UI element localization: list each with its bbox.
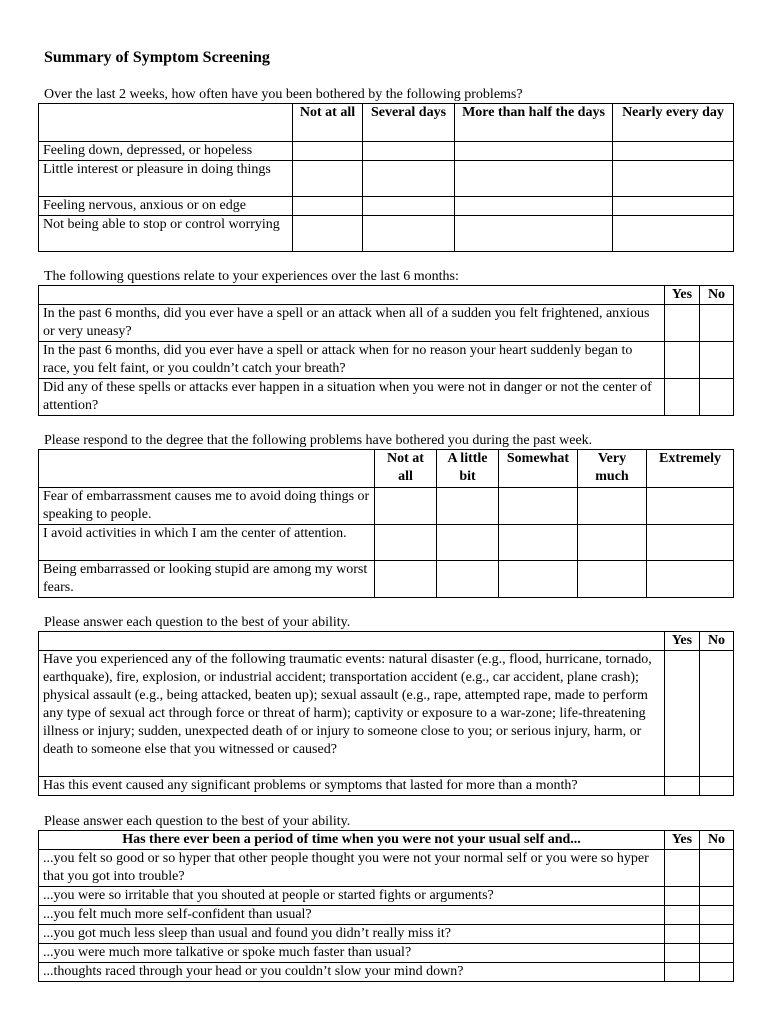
- table-row: [39, 906, 734, 925]
- table-row: [39, 305, 734, 342]
- no-cell[interactable]: [700, 305, 734, 342]
- col-somewhat: Somewhat: [499, 450, 578, 488]
- table-row: [39, 651, 734, 777]
- table-row: [39, 887, 734, 906]
- col-several-days: Several days: [363, 104, 455, 142]
- question-text: ...you were so irritable that you shouted at people or started fights or arguments?: [39, 887, 665, 906]
- answer-cell[interactable]: [613, 142, 734, 161]
- question-text: I avoid activities in which I am the center of attention.: [39, 525, 375, 561]
- table-row: [39, 197, 734, 216]
- section3-header-blank: [39, 450, 375, 488]
- section3-table: [38, 449, 734, 598]
- table-row: [39, 379, 734, 416]
- question-text: ...you felt so good or so hyper that other people thought you were not your normal self or you were so hyper that you got into trouble?: [39, 850, 665, 887]
- col-no: No: [700, 286, 734, 305]
- no-cell[interactable]: [700, 944, 734, 963]
- section1-table: [38, 103, 734, 252]
- question-text: Being embarrassed or looking stupid are among my worst fears.: [39, 561, 375, 598]
- answer-cell[interactable]: [363, 216, 455, 252]
- yes-cell[interactable]: [665, 944, 700, 963]
- section4-header-blank: [39, 632, 665, 651]
- yes-cell[interactable]: [665, 342, 700, 379]
- section2-header-blank: [39, 286, 665, 305]
- question-text: Have you experienced any of the following traumatic events: natural disaster (e.g., flood, hurricane, tornado, earthquake), fire, explosion, or industrial accident; transportation accident (e.g., car accident, plane crash); physical assault (e.g., being attacked, beaten up); sexual assault (e.g., rape, attempted rape, made to perform any type of sexual act through force or threat of harm); captivity or exposure to a war-zone; life-threatening illness or injury; sudden, unexpected death of or injury to someone close to you; or serious injury, harm, or death to someone else that you witnessed or caused?: [39, 651, 665, 777]
- no-cell[interactable]: [700, 906, 734, 925]
- table-row: [39, 963, 734, 982]
- page-title: Summary of Symptom Screening: [44, 49, 270, 66]
- table-row: [39, 944, 734, 963]
- col-more-than-half: More than half the days: [455, 104, 613, 142]
- answer-cell[interactable]: [613, 197, 734, 216]
- no-cell[interactable]: [700, 887, 734, 906]
- answer-cell[interactable]: [293, 197, 363, 216]
- answer-cell[interactable]: [363, 161, 455, 197]
- question-text: ...you were much more talkative or spoke much faster than usual?: [39, 944, 665, 963]
- section1-header-blank: [39, 104, 293, 142]
- answer-cell[interactable]: [647, 525, 734, 561]
- answer-cell[interactable]: [647, 561, 734, 598]
- answer-cell[interactable]: [455, 161, 613, 197]
- answer-cell[interactable]: [375, 561, 437, 598]
- answer-cell[interactable]: [578, 488, 647, 525]
- answer-cell[interactable]: [293, 216, 363, 252]
- col-no: No: [700, 831, 734, 850]
- section3-header-row: [39, 450, 734, 488]
- section2-header-row: [39, 286, 734, 305]
- yes-cell[interactable]: [665, 379, 700, 416]
- col-not-at-all: Not at all: [293, 104, 363, 142]
- answer-cell[interactable]: [293, 142, 363, 161]
- answer-cell[interactable]: [499, 488, 578, 525]
- table-row: [39, 342, 734, 379]
- question-text: ...you felt much more self-confident than usual?: [39, 906, 665, 925]
- yes-cell[interactable]: [665, 925, 700, 944]
- col-extremely: Extremely: [647, 450, 734, 488]
- answer-cell[interactable]: [363, 197, 455, 216]
- no-cell[interactable]: [700, 850, 734, 887]
- section5-header-row: [39, 831, 734, 850]
- section4-intro: Please answer each question to the best of your ability.: [44, 615, 351, 630]
- answer-cell[interactable]: [455, 142, 613, 161]
- col-yes: Yes: [665, 831, 700, 850]
- answer-cell[interactable]: [613, 161, 734, 197]
- section1-intro: Over the last 2 weeks, how often have you been bothered by the following problems?: [44, 87, 523, 102]
- section5-table: [38, 830, 734, 982]
- section2-intro: The following questions relate to your experiences over the last 6 months:: [44, 269, 459, 284]
- table-row: [39, 525, 734, 561]
- section5-header: Has there ever been a period of time when you were not your usual self and...: [39, 831, 665, 850]
- yes-cell[interactable]: [665, 906, 700, 925]
- answer-cell[interactable]: [613, 216, 734, 252]
- answer-cell[interactable]: [437, 561, 499, 598]
- section3-intro: Please respond to the degree that the following problems have bothered you during the past week.: [44, 433, 593, 448]
- question-text: Little interest or pleasure in doing things: [39, 161, 293, 197]
- yes-cell[interactable]: [665, 651, 700, 777]
- col-not-at-all: Not at all: [375, 450, 437, 488]
- answer-cell[interactable]: [578, 561, 647, 598]
- yes-cell[interactable]: [665, 305, 700, 342]
- yes-cell[interactable]: [665, 777, 700, 796]
- answer-cell[interactable]: [375, 488, 437, 525]
- no-cell[interactable]: [700, 651, 734, 777]
- no-cell[interactable]: [700, 777, 734, 796]
- col-very-much: Very much: [578, 450, 647, 488]
- section1-header-row: [39, 104, 734, 142]
- answer-cell[interactable]: [293, 161, 363, 197]
- col-no: No: [700, 632, 734, 651]
- yes-cell[interactable]: [665, 850, 700, 887]
- table-row: [39, 488, 734, 525]
- question-text: Feeling nervous, anxious or on edge: [39, 197, 293, 216]
- no-cell[interactable]: [700, 925, 734, 944]
- table-row: [39, 925, 734, 944]
- no-cell[interactable]: [700, 379, 734, 416]
- table-row: [39, 142, 734, 161]
- answer-cell[interactable]: [363, 142, 455, 161]
- section5-intro: Please answer each question to the best of your ability.: [44, 814, 351, 829]
- table-row: [39, 561, 734, 598]
- col-yes: Yes: [665, 286, 700, 305]
- question-text: ...thoughts raced through your head or you couldn’t slow your mind down?: [39, 963, 665, 982]
- answer-cell[interactable]: [499, 525, 578, 561]
- col-nearly-every-day: Nearly every day: [613, 104, 734, 142]
- yes-cell[interactable]: [665, 963, 700, 982]
- no-cell[interactable]: [700, 342, 734, 379]
- question-text: Fear of embarrassment causes me to avoid doing things or speaking to people.: [39, 488, 375, 525]
- table-row: [39, 850, 734, 887]
- answer-cell[interactable]: [578, 525, 647, 561]
- answer-cell[interactable]: [499, 561, 578, 598]
- answer-cell[interactable]: [375, 525, 437, 561]
- table-row: [39, 216, 734, 252]
- question-text: Has this event caused any significant problems or symptoms that lasted for more than a month?: [39, 777, 665, 796]
- no-cell[interactable]: [700, 963, 734, 982]
- answer-cell[interactable]: [455, 197, 613, 216]
- table-row: [39, 161, 734, 197]
- section4-header-row: [39, 632, 734, 651]
- section2-table: [38, 285, 734, 416]
- question-text: In the past 6 months, did you ever have a spell or attack when for no reason your heart suddenly began to race, you felt faint, or you couldn’t catch your breath?: [39, 342, 665, 379]
- question-text: Did any of these spells or attacks ever happen in a situation when you were not in danger or not the center of attention?: [39, 379, 665, 416]
- section4-table: [38, 631, 734, 796]
- question-text: Feeling down, depressed, or hopeless: [39, 142, 293, 161]
- question-text: Not being able to stop or control worrying: [39, 216, 293, 252]
- col-a-little-bit: A little bit: [437, 450, 499, 488]
- question-text: ...you got much less sleep than usual and found you didn’t really miss it?: [39, 925, 665, 944]
- answer-cell[interactable]: [455, 216, 613, 252]
- table-row: [39, 777, 734, 796]
- answer-cell[interactable]: [437, 488, 499, 525]
- answer-cell[interactable]: [437, 525, 499, 561]
- yes-cell[interactable]: [665, 887, 700, 906]
- answer-cell[interactable]: [647, 488, 734, 525]
- col-yes: Yes: [665, 632, 700, 651]
- question-text: In the past 6 months, did you ever have a spell or an attack when all of a sudden you felt frightened, anxious or very uneasy?: [39, 305, 665, 342]
